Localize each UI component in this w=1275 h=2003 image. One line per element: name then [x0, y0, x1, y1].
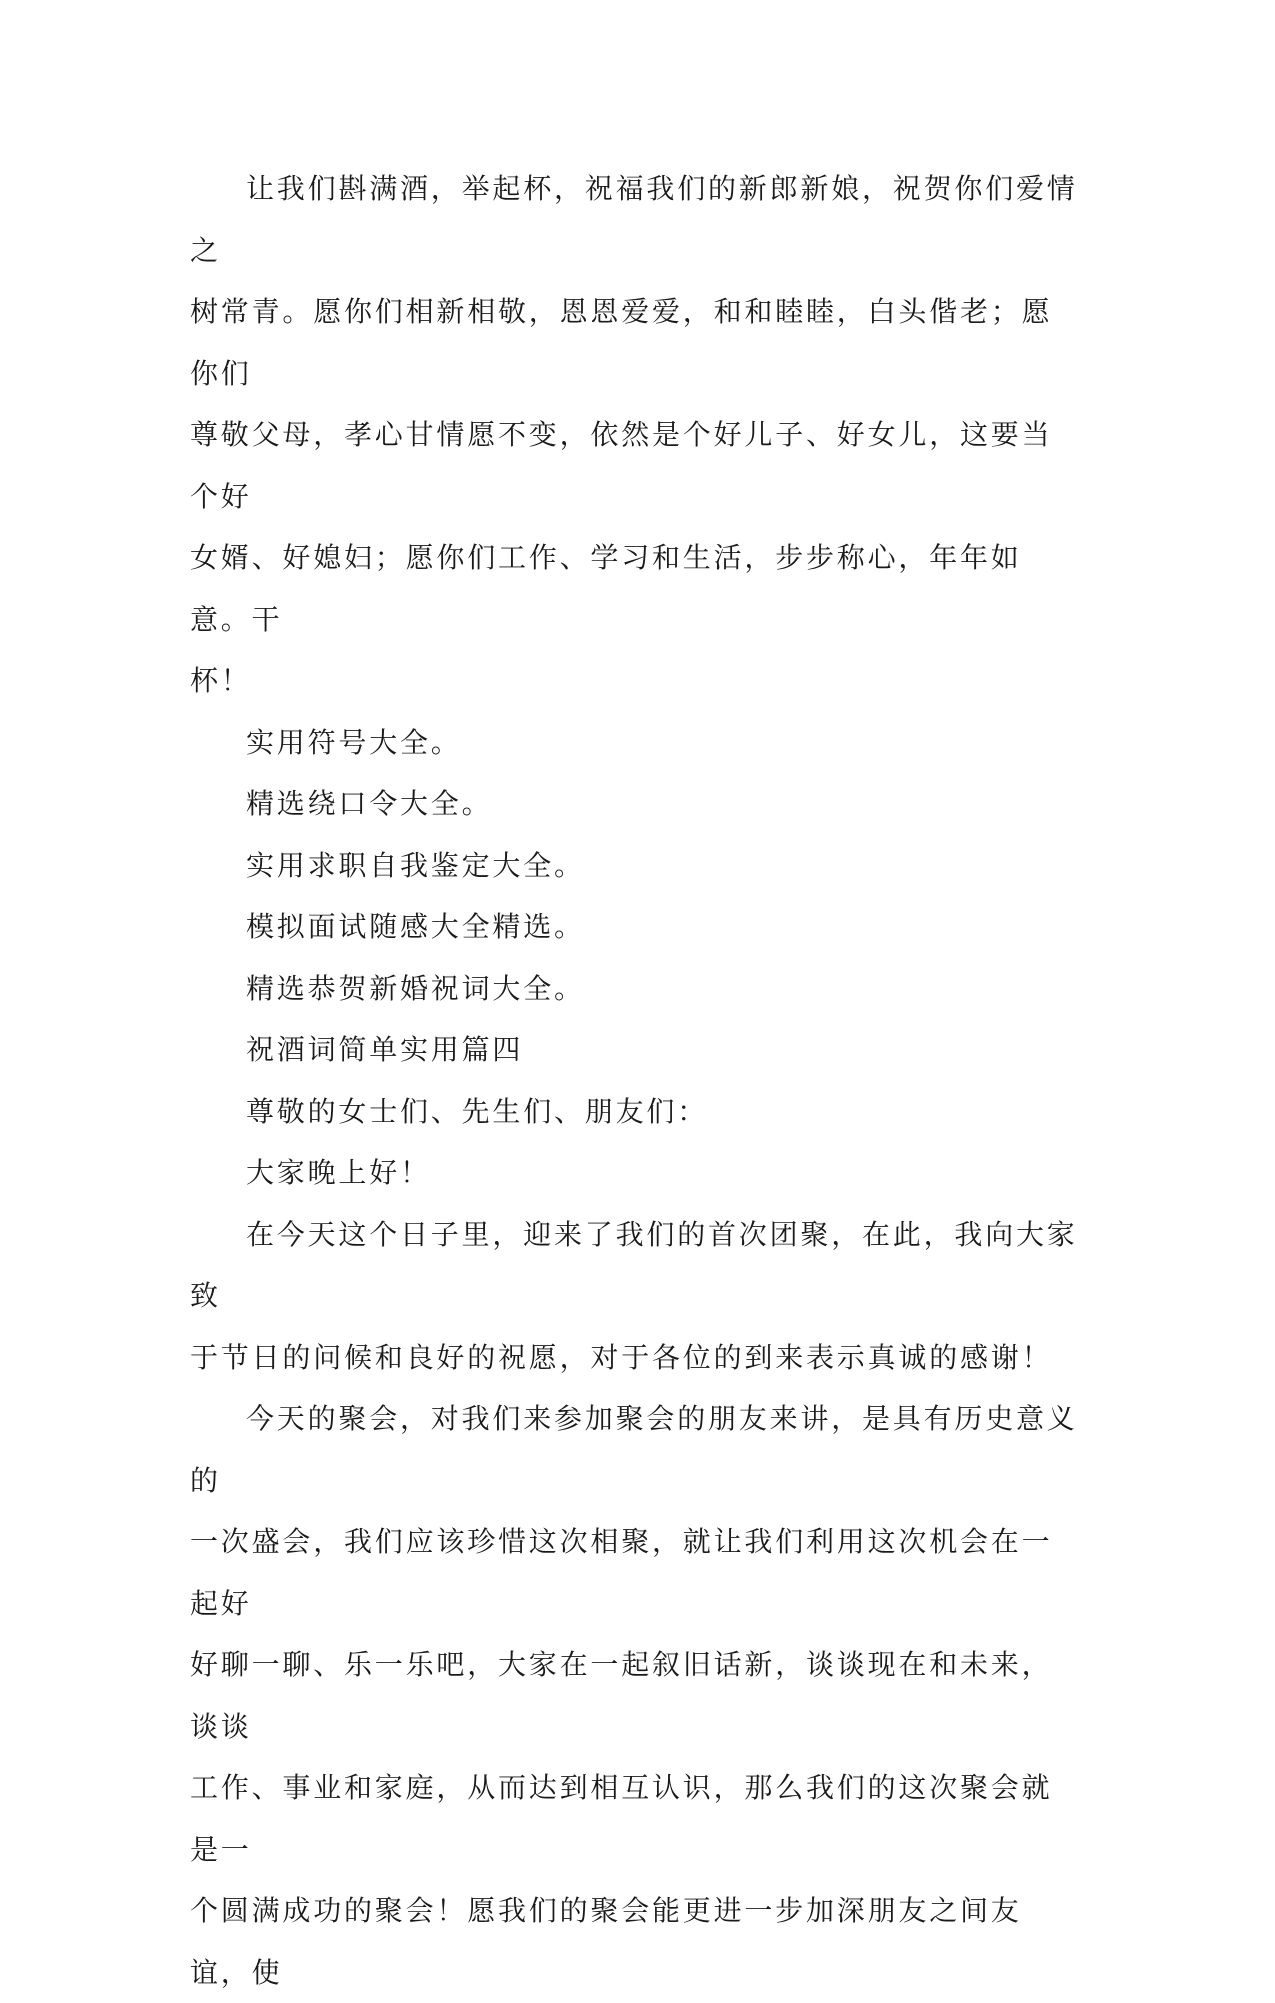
- paragraph-link-tongue-twisters: 精选绕口令大全。: [246, 787, 493, 820]
- paragraph-toast-newlyweds: 让我们斟满酒，举起杯，祝福我们的新郎新娘，祝贺你们爱情之 树常青。愿你们相新相敬，恩恩爱爱，和和睦睦，白头偕老；愿你们 尊敬父母，孝心甘情愿不变，依然是个好儿子、好女儿，这要当个好 女婿、好媳妇；愿你们工作、学习和生活，步步称心，年年如意。干 杯！: [190, 172, 1078, 697]
- paragraph-greeting: 大家晚上好！: [246, 1156, 431, 1189]
- paragraph-link-wedding-blessings: 精选恭贺新婚祝词大全。: [246, 971, 585, 1005]
- paragraph-salutation: 尊敬的女士们、先生们、朋友们：: [246, 1094, 709, 1128]
- document-page: [190, 158, 1080, 2003]
- paragraph-link-mock-interview: 模拟面试随感大全精选。: [246, 910, 585, 943]
- paragraph-gathering: 今天的聚会，对我们来参加聚会的朋友来讲，是具有历史意义的 一次盛会，我们应该珍惜这次相聚，就让我们利用这次机会在一起好 好聊一聊、乐一乐吧，大家在一起叙旧话新，谈谈现在和未来，谈谈 工作、事业和家庭，从而达到相互认识，那么我们的这次聚会就是一 个圆满成功的聚会！愿我们的聚会能更进一步加深朋友之间友谊，使: [190, 1402, 1078, 1989]
- section-heading: 祝酒词简单实用篇四: [246, 1033, 524, 1066]
- paragraph-link-symbols: 实用符号大全。: [246, 725, 462, 759]
- paragraph-welcome: 在今天这个日子里，迎来了我们的首次团聚，在此，我向大家致 于节日的问候和良好的祝愿，对于各位的到来表示真诚的感谢！: [190, 1217, 1078, 1374]
- paragraph-link-job-self-evaluation: 实用求职自我鉴定大全。: [246, 848, 585, 882]
